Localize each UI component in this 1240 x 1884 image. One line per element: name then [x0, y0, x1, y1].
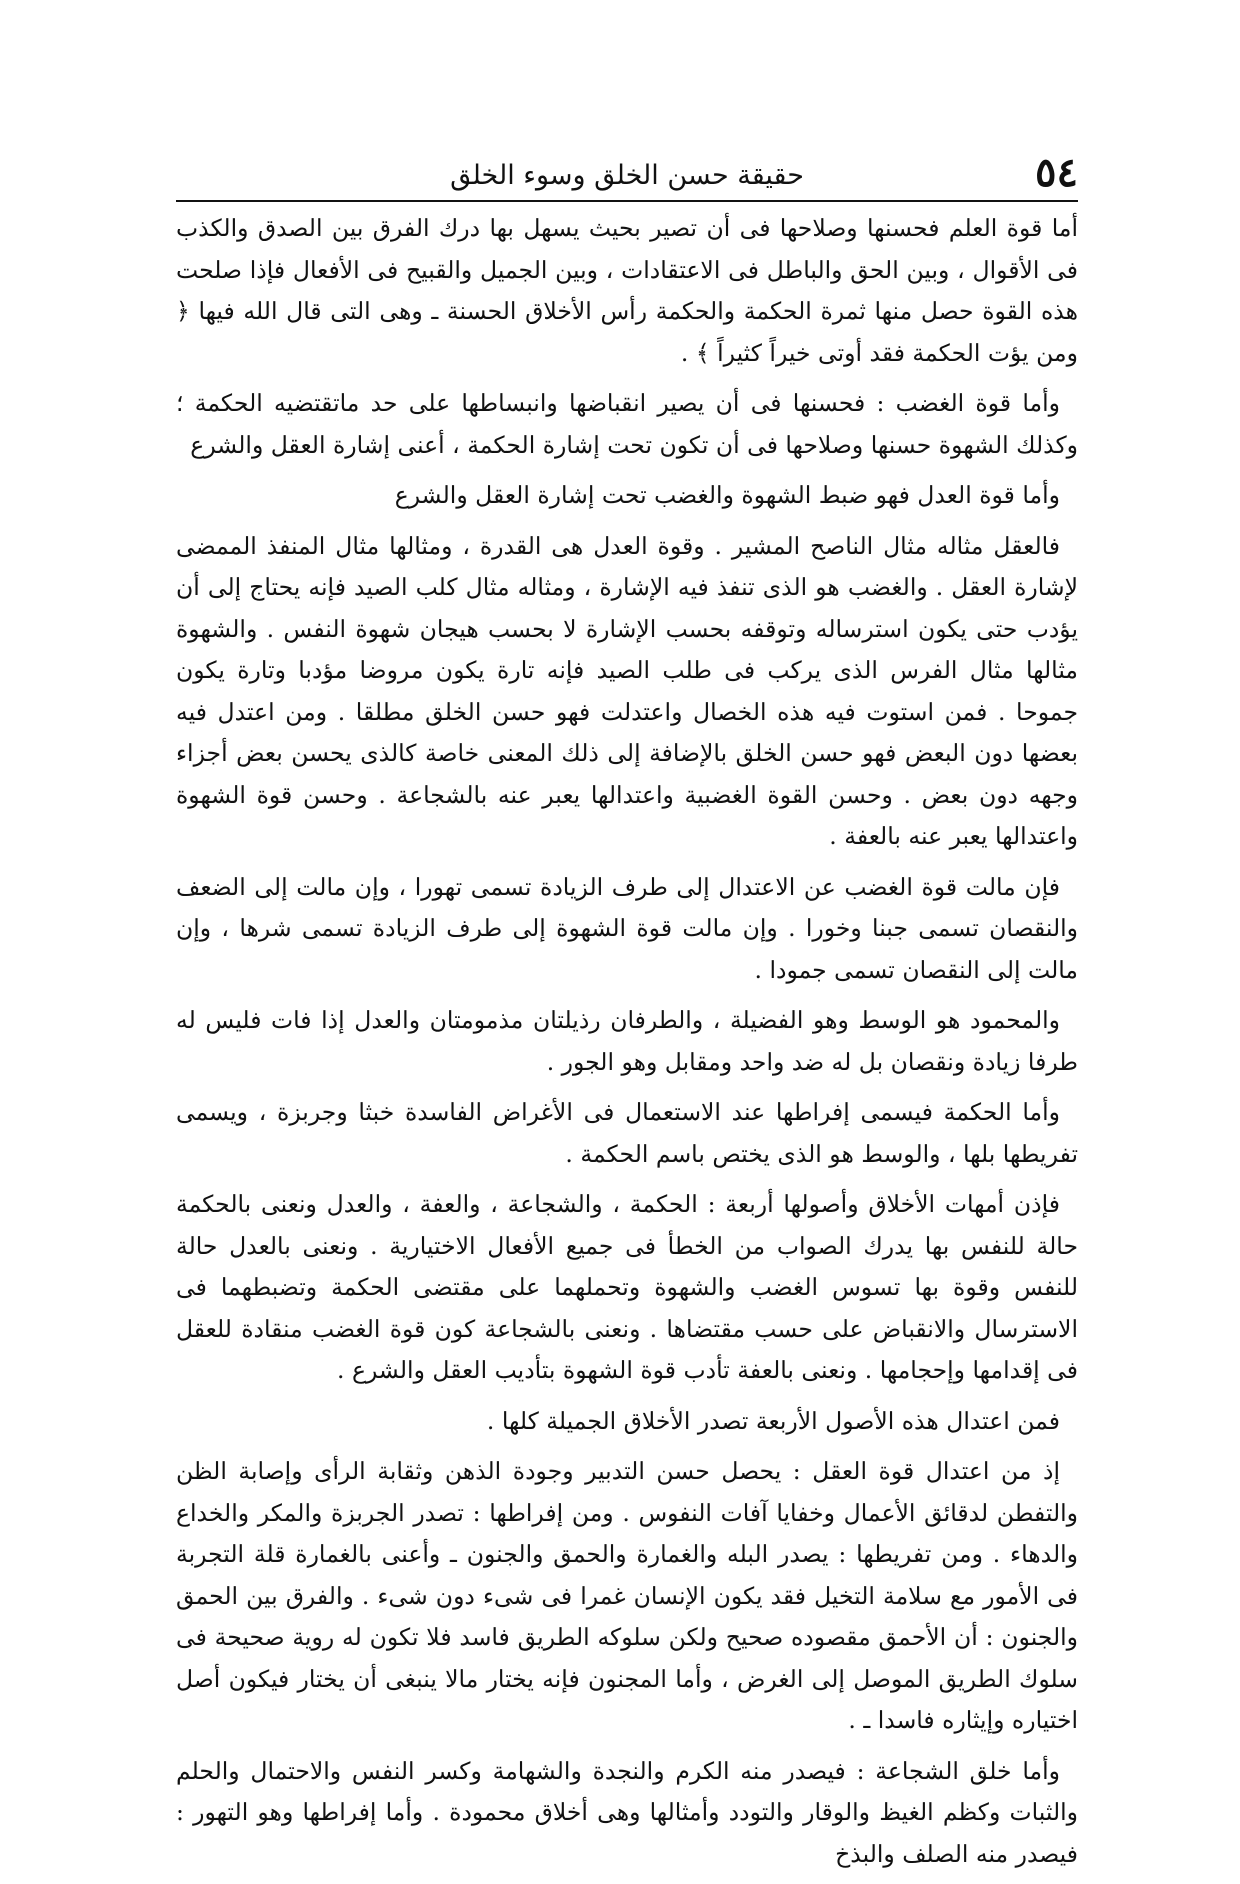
- paragraph: والمحمود هو الوسط وهو الفضيلة ، والطرفان رذيلتان مذمومتان والعدل إذا فات فليس له طرفا زيادة ونقصان بل له ضد واحد ومقابل وهو الجور .: [176, 1006, 1078, 1076]
- paragraph: وأما قوة العدل فهو ضبط الشهوة والغضب تحت إشارة العقل والشرع: [394, 481, 1060, 509]
- paragraph: فمن اعتدال هذه الأصول الأربعة تصدر الأخلاق الجميلة كلها .: [486, 1406, 1060, 1435]
- paragraph: إذ من اعتدال قوة العقل : يحصل حسن التدبير وجودة الذهن وثقابة الرأى وإصابة الظن والتفطن لدقائق الأعمال وخفايا آفات النفوس . ومن إفراطها : تصدر الجربزة والمكر والخداع والدهاء . ومن تفريطها : يصدر البله والغمارة والحمق والجنون ـ وأعنى بالغمارة قلة التجربة فى الأمور مع سلامة التخيل فقد يكون الإنسان غمرا فى شىء دون شىء . والفرق بين الحمق والجنون : أن الأحمق مقصوده صحيح ولكن سلوكه الطريق فاسد فلا تكون له روية صحيحة فى سلوك الطريق الموصل إلى الغرض ، وأما المجنون فإنه يختار مالا ينبغى أن يختار فيكون أصل اختياره وإيثاره فاسدا ـ .: [176, 1457, 1078, 1734]
- paragraph: فالعقل مثاله مثال الناصح المشير . وقوة العدل هى القدرة ، ومثالها مثال المنفذ الممضى لإشارة العقل . والغضب هو الذى تنفذ فيه الإشارة ، ومثاله مثال كلب الصيد فإنه يحتاج إلى أن يؤدب حتى يكون استرساله وتوقفه بحسب الإشارة لا بحسب هيجان شهوة النفس . والشهوة مثالها مثال الفرس الذى يركب فى طلب الصيد فإنه تارة يكون مروضا مؤدبا وتارة يكون جموحا . فمن استوت فيه هذه الخصال واعتدلت فهو حسن الخلق مطلقا . ومن اعتدل فيه بعضها دون البعض فهو حسن الخلق بالإضافة إلى ذلك المعنى خاصة كالذى يحسن بعض أجزاء وجهه دون بعض . وحسن القوة الغضبية واعتدالها يعبر عنه بالشجاعة . وحسن قوة الشهوة واعتدالها يعبر عنه بالعفة .: [176, 531, 1078, 850]
- paragraph: وأما الحكمة فيسمى إفراطها عند الاستعمال فى الأغراض الفاسدة خبثا وجربزة ، ويسمى تفريطها بلها ، والوسط هو الذى يختص باسم الحكمة .: [176, 1098, 1078, 1168]
- page-body: [176, 208, 1078, 1884]
- paragraph: وأما خلق الشجاعة : فيصدر منه الكرم والنجدة والشهامة وكسر النفس والاحتمال والحلم والثبات وكظم الغيظ والوقار والتودد وأمثالها وهى أخلاق محمودة . وأما إفراطها وهو التهور : فيصدر منه الصلف والبذخ: [176, 1756, 1078, 1868]
- paragraph: أما قوة العلم فحسنها وصلاحها فى أن تصير بحيث يسهل بها درك الفرق بين الصدق والكذب فى الأقوال ، وبين الحق والباطل فى الاعتقادات ، وبين الجميل والقبيح فى الأفعال فإذا صلحت هذه القوة حصل منها ثمرة الحكمة والحكمة رأس الأخلاق الحسنة ـ وهى التى قال الله فيها ﴿ ومن يؤت الحكمة فقد أوتى خيراً كثيراً ﴾ .: [176, 214, 1078, 367]
- paragraph: فإن مالت قوة الغضب عن الاعتدال إلى طرف الزيادة تسمى تهورا ، وإن مالت إلى الضعف والنقصان تسمى جبنا وخورا . وإن مالت قوة الشهوة إلى طرف الزيادة تسمى شرها ، وإن مالت إلى النقصان تسمى جمودا .: [176, 872, 1078, 984]
- paragraph: وأما قوة الغضب : فحسنها فى أن يصير انقباضها وانبساطها على حد ماتقتضيه الحكمة ؛ وكذلك الشهوة حسنها وصلاحها فى أن تكون تحت إشارة الحكمة ، أعنى إشارة العقل والشرع: [176, 389, 1078, 459]
- page-header: [176, 150, 1078, 202]
- paragraph: فإذن أمهات الأخلاق وأصولها أربعة : الحكمة ، والشجاعة ، والعفة ، والعدل ونعنى بالحكمة حالة للنفس بها يدرك الصواب من الخطأ فى جميع الأفعال الاختيارية . ونعنى بالعدل حالة للنفس وقوة بها تسوس الغضب والشهوة وتحملهما على مقتضى الحكمة وتضبطهما فى الاسترسال والانقباض على حسب مقتضاها . ونعنى بالشجاعة كون قوة الغضب منقادة للعقل فى إقدامها وإحجامها . ونعنى بالعفة تأدب قوة الشهوة بتأديب العقل والشرع .: [176, 1190, 1078, 1384]
- header-rule: [176, 200, 1078, 202]
- running-title: حقيقة حسن الخلق وسوء الخلق: [450, 160, 804, 191]
- page-number: ٥٤: [1035, 149, 1078, 196]
